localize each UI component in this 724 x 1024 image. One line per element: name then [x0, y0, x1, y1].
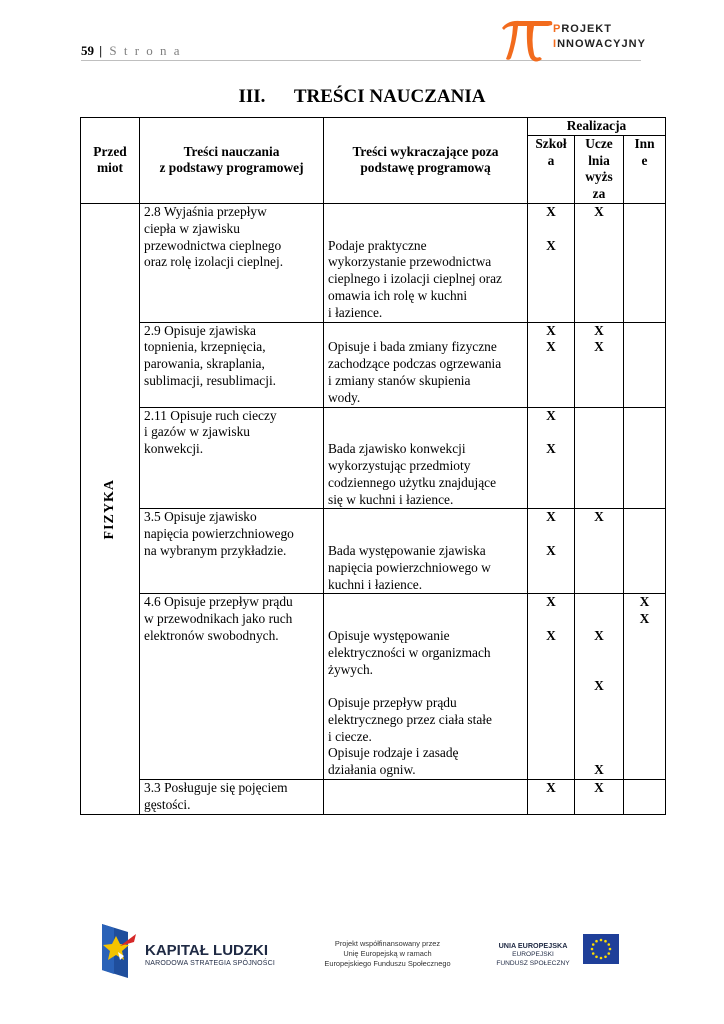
school-mark-cell: X: [528, 780, 575, 815]
section-heading: [0, 86, 724, 108]
university-mark-cell: X: [575, 780, 624, 815]
university-mark-cell: X X: [575, 322, 624, 407]
realizacja-header: Realizacja: [528, 118, 666, 136]
table-row: [81, 407, 666, 509]
school-mark-cell: X X: [528, 407, 575, 509]
extra-content-cell: Bada występowanie zjawiska napięcia powierzchniowego w kuchni i łazience.: [324, 509, 528, 594]
table-row: [81, 509, 666, 594]
school-mark-cell: X X: [528, 322, 575, 407]
col-extra-header: Treści wykraczające poza podstawę programową: [324, 118, 528, 204]
core-content-cell: 2.9 Opisuje zjawiska topnienia, krzepnięcia, parowania, skraplania, sublimacji, resublimacji.: [140, 322, 324, 407]
header-rule: [81, 60, 641, 61]
col-school-header: Szkoł a: [528, 135, 575, 203]
pi-logo-icon: [498, 14, 554, 62]
school-mark-cell: X X: [528, 509, 575, 594]
subject-label: FIZYKA: [101, 478, 117, 540]
core-content-cell: 3.3 Posługuje się pojęciem gęstości.: [140, 780, 324, 815]
subject-cell: [81, 203, 140, 814]
other-mark-cell: X X: [624, 594, 666, 780]
page-number-header: [81, 43, 182, 59]
page-word: S t r o n a: [109, 43, 182, 58]
kapital-ludzki-subtitle: NARODOWA STRATEGIA SPÓJNOŚCI: [145, 960, 276, 967]
other-mark-cell: [624, 509, 666, 594]
school-mark-cell: X X: [528, 203, 575, 322]
core-content-cell: 2.8 Wyjaśnia przepływ ciepła w zjawisku przewodnictwa cieplnego oraz rolę izolacji cieplnej.: [140, 203, 324, 322]
extra-content-cell: Bada zjawisko konwekcji wykorzystując przedmioty codziennego użytku znajdujące się w kuchni i łazience.: [324, 407, 528, 509]
other-mark-cell: [624, 780, 666, 815]
table-body: [81, 203, 666, 814]
core-content-cell: 4.6 Opisuje przepływ prądu w przewodnikach jako ruch elektronów swobodnych.: [140, 594, 324, 780]
school-mark-cell: X X: [528, 594, 575, 780]
eu-flag-icon: [583, 934, 619, 964]
eu-fund-text: UNIA EUROPEJSKA EUROPEJSKI FUNDUSZ SPOŁECZNY: [496, 941, 570, 967]
table-row: [81, 322, 666, 407]
section-number: III.: [238, 86, 266, 107]
table-row: [81, 203, 666, 322]
university-mark-cell: [575, 407, 624, 509]
cofinance-note: Projekt współfinansowany przez Unię Europejską w ramach Europejskiego Funduszu Społecznego: [324, 939, 451, 968]
col-other-header: Inn e: [624, 135, 666, 203]
other-mark-cell: [624, 322, 666, 407]
curriculum-table: [80, 117, 666, 815]
university-mark-cell: X: [575, 203, 624, 322]
kapital-ludzki-title: KAPITAŁ LUDZKI: [145, 942, 269, 959]
extra-content-cell: Podaje praktyczne wykorzystanie przewodnictwa cieplnego i izolacji cieplnej oraz omawia ich rolę w kuchni i łazience.: [324, 203, 528, 322]
col-univ-header: Ucze lnia wyżs za: [575, 135, 624, 203]
extra-content-cell: [324, 780, 528, 815]
project-logo-text: PROJEKT INNOWACYJNY: [553, 23, 646, 50]
extra-content-cell: Opisuje występowanie elektryczności w organizmach żywych. Opisuje przepływ prądu elektrycznego przez ciała stałe i ciecze. Opisuje rodzaje i zasadę działania ogniw.: [324, 594, 528, 780]
col-core-header: Treści nauczania z podstawy programowej: [140, 118, 324, 204]
footer: [0, 922, 724, 982]
university-mark-cell: X: [575, 509, 624, 594]
kapital-ludzki-logo-icon: [98, 922, 138, 980]
table-row: [81, 780, 666, 815]
other-mark-cell: [624, 203, 666, 322]
page-separator: |: [99, 43, 105, 58]
col-subject-header: Przed miot: [81, 118, 140, 204]
table-row: [81, 594, 666, 780]
other-mark-cell: [624, 407, 666, 509]
extra-content-cell: Opisuje i bada zmiany fizyczne zachodzące podczas ogrzewania i zmiany stanów skupienia wody.: [324, 322, 528, 407]
university-mark-cell: X X X: [575, 594, 624, 780]
section-title: TREŚCI NAUCZANIA: [293, 86, 486, 107]
core-content-cell: 3.5 Opisuje zjawisko napięcia powierzchniowego na wybranym przykładzie.: [140, 509, 324, 594]
page-number: 59: [81, 43, 94, 58]
core-content-cell: 2.11 Opisuje ruch cieczy i gazów w zjawisku konwekcji.: [140, 407, 324, 509]
